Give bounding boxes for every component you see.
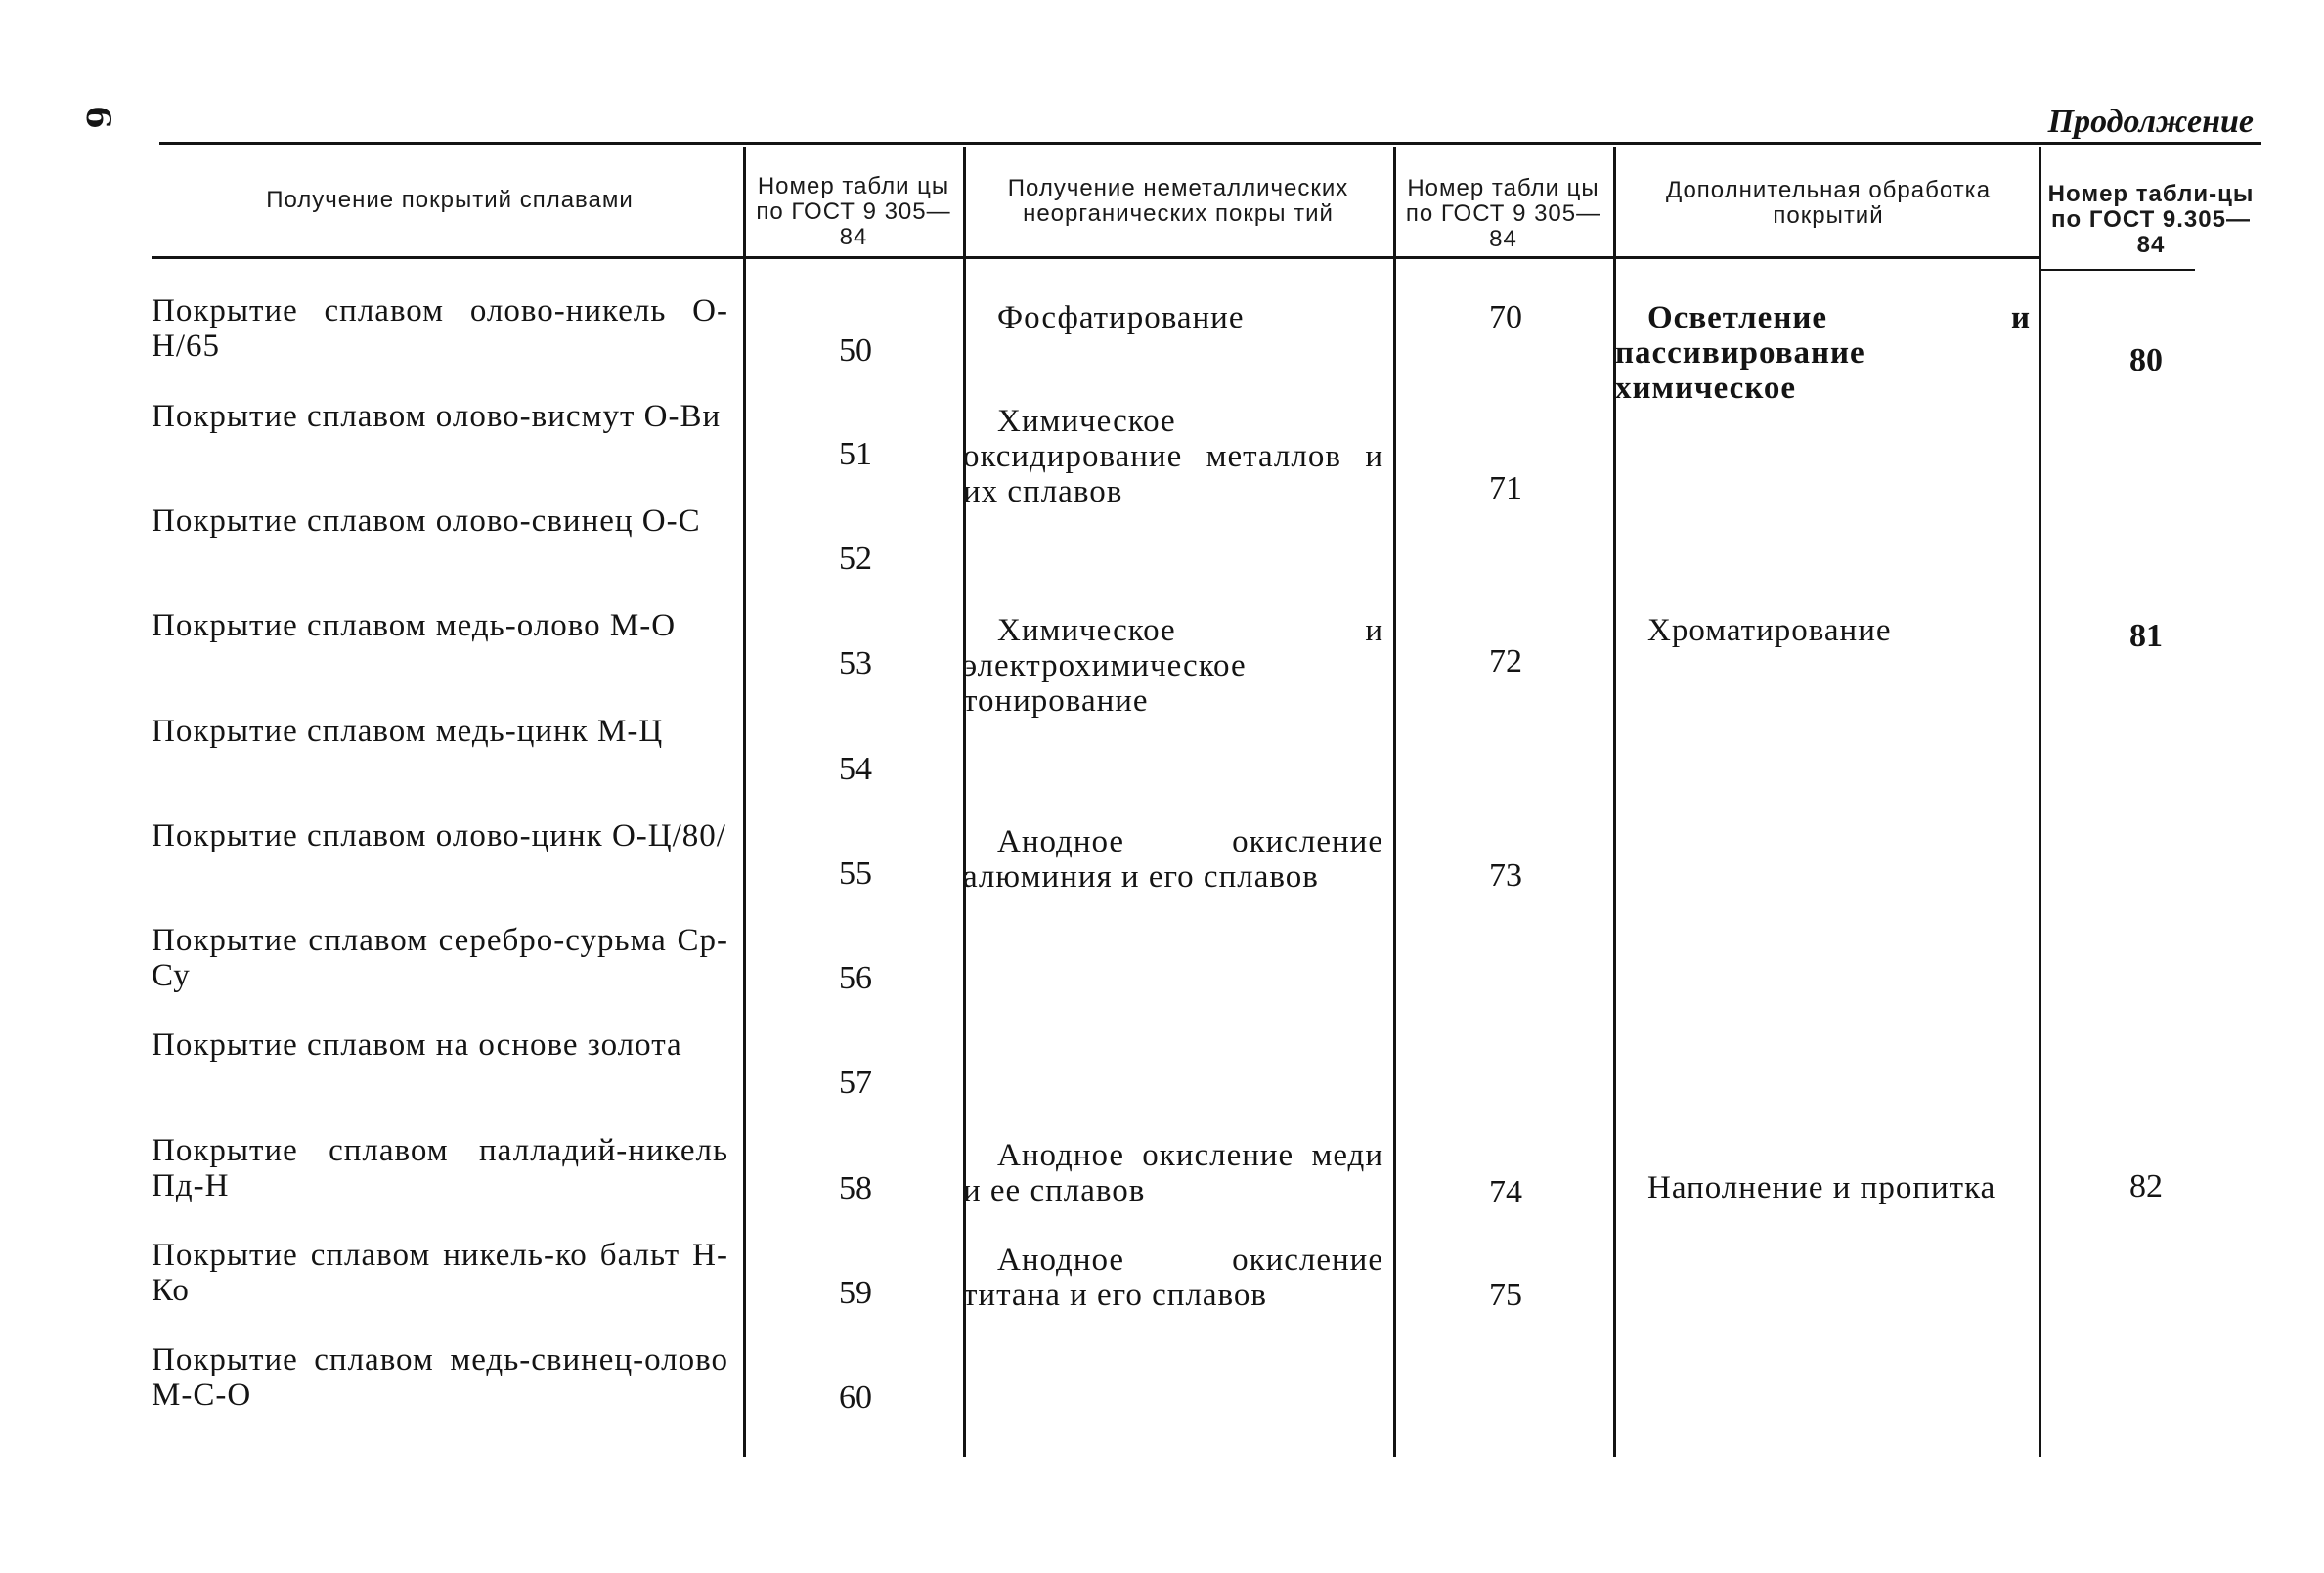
nonmetallic-row: Химическое и электрохимическое тонирование: [963, 613, 1383, 719]
header-table-number: Номер табли цы по ГОСТ 9 305—84: [756, 173, 951, 250]
alloy-row: Покрытие сплавом олово-никель О-Н/65: [152, 293, 728, 364]
header-alloy-coatings: Получение покрытий сплавами: [266, 187, 634, 213]
processing-table-number: 80: [2129, 342, 2163, 378]
alloy-row: Покрытие сплавом олово-висмут О-Ви: [152, 399, 722, 434]
processing-table-number: 82: [2129, 1168, 2163, 1204]
alloy-table-number: 59: [839, 1275, 872, 1311]
table-top-rule: [159, 142, 2261, 145]
alloy-row: Покрытие сплавом никель-ко бальт Н-Ко: [152, 1238, 728, 1308]
page-number: 6: [77, 106, 117, 129]
header-additional-processing: Дополнительная обработка покрытий: [1665, 177, 1992, 229]
nonmetallic-table-number: 71: [1489, 470, 1522, 506]
alloy-row: Покрытие сплавом медь-цинк М-Ц: [152, 714, 664, 749]
alloy-table-number: 55: [839, 855, 872, 892]
header-bottom-rule-last: [2039, 269, 2195, 271]
alloy-table-number: 58: [839, 1170, 872, 1206]
alloy-table-number: 56: [839, 960, 872, 996]
nonmetallic-table-number: 75: [1489, 1277, 1522, 1313]
processing-row: Осветление и пассивирование химическое: [1615, 300, 2031, 406]
nonmetallic-table-number: 74: [1489, 1174, 1522, 1210]
alloy-row: Покрытие сплавом медь-свинец-олово М-С-О: [152, 1342, 728, 1413]
nonmetallic-row: Анодное окисление меди и ее сплавов: [963, 1138, 1383, 1208]
header-bottom-rule: [152, 256, 2039, 259]
header-table-number: Номер табли-цы по ГОСТ 9.305—84: [2047, 181, 2255, 258]
alloy-row: Покрытие сплавом олово-свинец О-С: [152, 503, 701, 539]
nonmetallic-row: Анодное окисление титана и его сплавов: [963, 1243, 1383, 1313]
alloy-table-number: 50: [839, 332, 872, 369]
processing-row: Хроматирование: [1647, 613, 1892, 648]
continuation-label: Продолжение: [2047, 104, 2254, 140]
alloy-row: Покрытие сплавом медь-олово М-О: [152, 608, 677, 643]
alloy-table-number: 54: [839, 751, 872, 787]
nonmetallic-row: Анодное окисление алюминия и его сплавов: [963, 824, 1383, 895]
processing-table-number: 81: [2129, 618, 2163, 654]
nonmetallic-table-number: 70: [1489, 299, 1522, 335]
alloy-row: Покрытие сплавом серебро-сурьма Ср-Су: [152, 923, 728, 993]
alloy-row: Покрытие сплавом олово-цинк О-Ц/80/: [152, 818, 726, 853]
column-divider: [1393, 147, 1396, 1457]
nonmetallic-row: Фосфатирование: [997, 300, 1245, 335]
nonmetallic-row: Химическое оксидирование металлов и их сплавов: [963, 404, 1383, 509]
alloy-table-number: 60: [839, 1379, 872, 1416]
alloy-table-number: 57: [839, 1065, 872, 1101]
alloy-table-number: 52: [839, 541, 872, 577]
alloy-row: Покрытие сплавом на основе золота: [152, 1027, 682, 1063]
processing-row: Наполнение и пропитка: [1647, 1170, 1996, 1205]
alloy-row: Покрытие сплавом палладий-никель Пд-Н: [152, 1133, 728, 1203]
alloy-table-number: 53: [839, 645, 872, 681]
alloy-table-number: 51: [839, 436, 872, 472]
nonmetallic-table-number: 72: [1489, 643, 1522, 679]
header-table-number: Номер табли цы по ГОСТ 9 305—84: [1405, 175, 1601, 252]
column-divider: [743, 147, 746, 1457]
nonmetallic-table-number: 73: [1489, 857, 1522, 894]
column-divider: [2039, 147, 2041, 1457]
header-nonmetallic-coatings: Получение неметаллических неорганических покры тий: [1007, 175, 1349, 227]
